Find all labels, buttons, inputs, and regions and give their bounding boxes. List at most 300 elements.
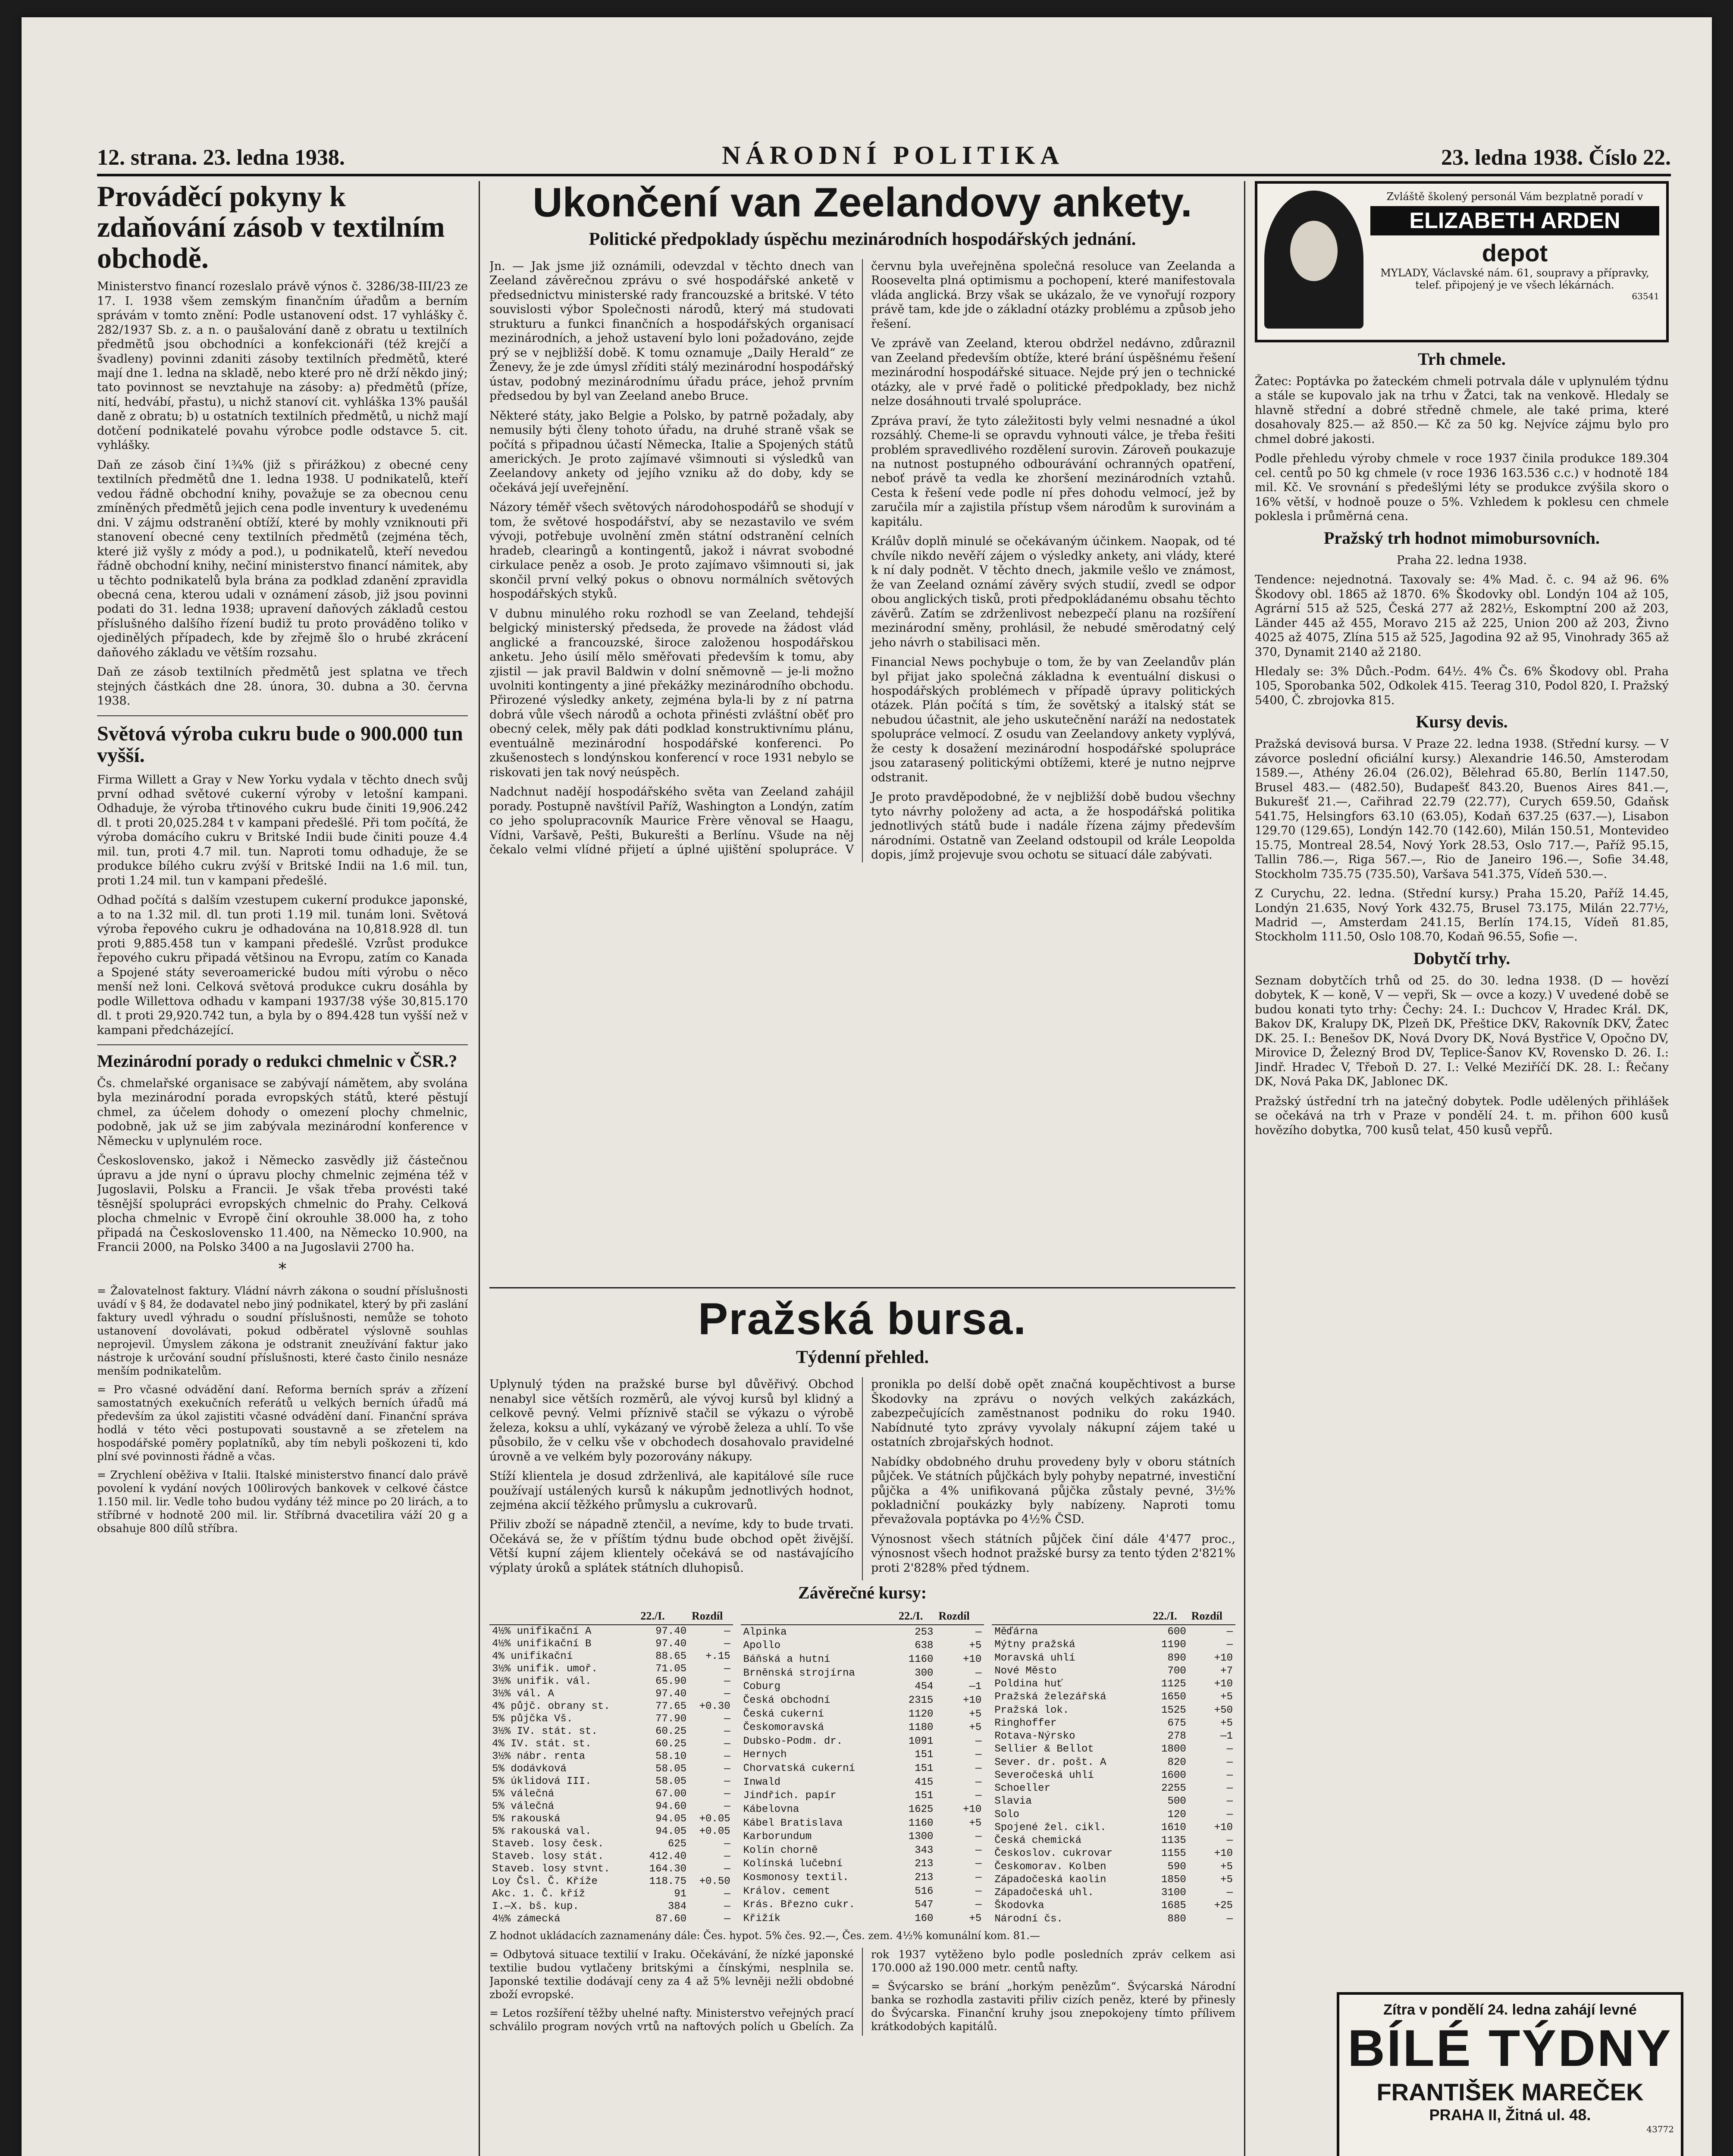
security-name: Severočeská uhlí (994, 1769, 1094, 1781)
table-row (992, 1691, 1235, 1704)
security-name: Křižík (743, 1912, 781, 1924)
quote-value: 151 (915, 1763, 934, 1775)
quote-change: +10 (1214, 1848, 1233, 1860)
quote-change: +50 (1214, 1704, 1233, 1716)
quote-change: — (1226, 1783, 1233, 1795)
quote-change: — (724, 1838, 730, 1850)
table-row (741, 1789, 984, 1803)
center-article-subtitle: Politické předpoklady úspěchu mezinárodních hospodářských jednání. (589, 229, 1136, 249)
quote-change: — (975, 1872, 982, 1884)
masthead-left: 12. strana. 23. ledna 1938. (97, 145, 345, 170)
bursa-title: Pražská bursa. (698, 1296, 1027, 1344)
col-head: 22./I. (638, 1608, 689, 1625)
quote-value: 1120 (908, 1708, 934, 1720)
article-paragraph: Pražská devisová bursa. V Praze 22. ledna 1938. (Střední kursy. — V závorce poslední oficiální kursy.) Alexandrie 146.50, Amsterodam 1589.—, Athény 26.04 (26.02), Bělehrad 65.80, Berlín 1147.50, Brusel 483.— (482.50), Budapešť 843.20, Buenos Aires 841.—, Bukurešť 21.—, Cařihrad 22.79 (22.77), Curych 659.50, Gdaňsk 541.75, Helsingfors 63.10 (63.05), Kodaň 637.25 (637.—), Lisabon 129.70 (129.65), Londýn 142.70 (142.60), Milán 150.51, Montevideo 15.75, Montreal 28.54, Nový York 28.53, Oslo 717.—, Paříž 95.15, Tallin 786.—, Riga 567.—, Rio de Janeiro 196.—, Sofie 34.48, Stockholm 735.75 (735.50), Varšava 541.375, Vídeň 530.—. (1255, 737, 1669, 881)
security-name: Škodovka (994, 1900, 1044, 1912)
table-row (741, 1912, 984, 1926)
article-paragraph: V dubnu minulého roku rozhodl se van Zeeland, tehdejší belgický ministerský předseda, že provede na žádost vlád anglické a francouzské, široce založenou hospodářskou anketu. Jeho úsilí mělo směřovati především k tomu, aby zjistil — jak pravil Baldwin v dolní sněmovně — je-li možno uvolniti kontingenty a jiné překážky mezinárodního obchodu. Přirozené výsledky ankety, zejména byla-li by z ní patrna dobrá vůle všech národů a ochota přinésti zvláštní oběť pro obecný celek, měly pak dáti podklad konstruktivnímu plánu, eventuálně mezinárodní hospodářské konferenci. Po zkušenostech s londýnskou konferencí v roce 1931 nebylo se riskovati jen tak nový neúspěch. (489, 607, 854, 779)
table-title: Závěrečné kursy: (798, 1583, 927, 1603)
quotes-table-shares-a (741, 1608, 984, 1925)
quote-change: — (1226, 1887, 1233, 1899)
bile-code: 43772 (1646, 2124, 1674, 2134)
quote-value: 77.90 (655, 1713, 687, 1725)
security-name: Staveb. losy stvnt. (492, 1863, 610, 1875)
table-row (992, 1821, 1235, 1834)
quote-value: 1091 (908, 1735, 934, 1747)
quote-value: 384 (668, 1901, 687, 1913)
security-name: 5% rakouská val. (492, 1826, 592, 1838)
security-name: Králov. cement (743, 1885, 830, 1897)
quote-change: — (724, 1638, 730, 1650)
table-row (992, 1664, 1235, 1677)
quote-value: 1850 (1161, 1874, 1186, 1886)
article-paragraph: Je proto pravděpodobné, že v nejbližší době budou všechny tyto návrhy položeny ad acta, a že hospodářská politika jednotlivých států bude i nadále řízena zájmy především národními. Ostatně van Zeeland odstoupil od krále Leopolda dopis, jímž projevuje svou ochotu se situací dále zabývati. (871, 790, 1235, 862)
newspaper-page (22, 17, 1712, 2156)
quote-value: 71.05 (655, 1663, 687, 1675)
security-name: Ringhoffer (994, 1717, 1057, 1729)
otc-market-date: Praha 22. ledna 1938. (1396, 553, 1527, 567)
right-column (1255, 181, 1669, 2156)
table-row (489, 1750, 733, 1763)
quote-change: — (724, 1863, 730, 1875)
quote-change: —1 (1220, 1730, 1233, 1742)
security-name: Sever. dr. pošt. A (994, 1756, 1106, 1768)
quote-value: 1190 (1161, 1639, 1186, 1651)
table-row (992, 1860, 1235, 1873)
quote-value: 1650 (1161, 1691, 1186, 1703)
quote-value: 60.25 (655, 1726, 687, 1738)
table-row (489, 1675, 733, 1688)
quote-change: +5 (1220, 1874, 1233, 1886)
article-paragraph: Financial News pochybuje o tom, že by van Zeelandův plán byl přijat jako společná základna k eventuální diskusi o hospodářských problémech v případě úpravy politických otázek. Plán počítá s tím, že sovětský a italský stát se nebudou účastnit, ale jeho uskutečnění naráží na nedostatek spolupráce velmocí. Z osudu van Zeelandovy ankety vyplývá, že cesty k dosažení mezinárodní hospodářské spolupráce jsou zatarasený politickými obtížemi, které je nutno nejprve odstranit. (871, 655, 1235, 784)
table-row (741, 1830, 984, 1844)
quotes-table-shares-b (992, 1608, 1235, 1925)
security-name: 3½% IV. stát. st. (492, 1726, 598, 1738)
security-name: Karborundum (743, 1831, 812, 1843)
quote-value: 94.60 (655, 1801, 687, 1813)
security-name: 3½% unifik. umoř. (492, 1663, 598, 1675)
quote-change: — (975, 1749, 982, 1761)
table-row (992, 1899, 1235, 1912)
table-row (992, 1704, 1235, 1717)
security-name: Hernych (743, 1749, 787, 1761)
arden-line1: Zvláště školený personál Vám bezplatně poradí v (1386, 191, 1643, 203)
security-name: Schoeller (994, 1783, 1050, 1795)
quote-value: 638 (915, 1640, 934, 1652)
fx-title: Kursy devis. (1416, 712, 1508, 732)
section-star: * (279, 1260, 286, 1278)
quote-value: 1160 (908, 1654, 934, 1666)
quote-change: — (975, 1831, 982, 1843)
quote-value: 625 (668, 1838, 687, 1850)
table-row (489, 1813, 733, 1825)
quotes-table-bonds (489, 1608, 733, 1925)
quote-change: — (1226, 1769, 1233, 1781)
quote-value: 77.65 (655, 1701, 687, 1713)
article-paragraph: Nadchnut nadějí hospodářského světa van Zeeland zahájil porady. Postupně navštívil Paříž, Washington a Londýn, zatím co jeho spolupracovník Maurice Frère věnoval se Haagu, Vídni, Varšavě, Pešti, Bukurešti a Berlínu. Všude na něj čekalo velmi vlídné přijetí a úplné ujištění spolupráce. V červnu byla uveřejněna společná resoluce van Zeelanda a Rooseveltа plná optimismu a pochopení, které manifestovala vláda anglická. Brzy však se ukázalo, že ve vynořují rozpory právě tam, kde jde o základní otázky problému a způsob jeho řešení. (489, 259, 1235, 857)
table-row (992, 1834, 1235, 1847)
quote-change: +10 (1214, 1678, 1233, 1690)
quote-value: 120 (1167, 1808, 1186, 1821)
quote-change: +5 (969, 1722, 982, 1734)
security-name: 5% válečná (492, 1788, 555, 1800)
arden-code: 63541 (1632, 291, 1659, 301)
table-row (489, 1775, 733, 1788)
article-paragraph: Výnosnost všech státních půjček činí dále 4'477 proc., výnosnost všech hodnot pražské bursy za tento týden 2'821% proti 2'828% před týdnem. (871, 1532, 1235, 1575)
article-paragraph: pronikla po delší době opět značná koupěchtivost a burse Škodovky na zprávu o nových velkých zakázkách, zabezpečujících zaměstnanost podniku do roku 1940. Nabídnuté tyto zprávy vyvolaly nákupní zájem také u ostatních zbrojařských hodnot. (871, 1378, 1235, 1449)
security-name: Spojené žel. cikl. (994, 1821, 1106, 1833)
quote-value: 278 (1167, 1730, 1186, 1742)
quote-change: — (975, 1899, 982, 1911)
quote-change: — (975, 1885, 982, 1897)
table-row (992, 1769, 1235, 1782)
quote-value: 1160 (908, 1817, 934, 1829)
security-name: Národní čs. (994, 1913, 1063, 1925)
security-name: Akc. 1. Č. kříž (492, 1888, 586, 1900)
table-row (489, 1650, 733, 1663)
masthead-right: 23. ledna 1938. Číslo 22. (1441, 145, 1671, 170)
quote-value: 700 (1167, 1665, 1186, 1677)
table-row (741, 1775, 984, 1789)
arden-ad (1255, 181, 1669, 342)
security-name: 4% IV. stát. st. (492, 1738, 592, 1750)
table-row (489, 1725, 733, 1738)
article-paragraph: Uplynulý týden na pražské burse byl důvěřivý. Obchod nenabyl sice větších rozměrů, ale vývoj kursů byl klidný a celkově pevný. Velmi příznivě stačil se výkazu o výrobě železa, koksu a uhlí, vykázaný ve výrobě železa a uhlí. To vše působilo, že v celku vše v obchodech dosahovalo pravidelné úrovně a ve velkém byly pozorovány nákupy. (489, 1378, 854, 1463)
security-name: Alpinka (743, 1626, 787, 1638)
table-row (992, 1886, 1235, 1899)
quote-change: — (724, 1801, 730, 1813)
table-row (489, 1850, 733, 1863)
quote-value: 1800 (1161, 1743, 1186, 1755)
security-name: Západočeská uhl. (994, 1887, 1094, 1899)
article-paragraph: Ve zprávě van Zeeland, kterou obdržel nedávno, zdůraznil van Zeeland především obtíže, které brání úspěšnému řešení mezinárodní hospodářské situace. Nejde prý jen o technické otázky, ale v prvé řadě o politické předpoklady, bez nichž nelze dosáhnouti trvalé spolupráce. (871, 337, 1235, 408)
col-head: 22./I. (896, 1608, 936, 1625)
quote-value: 547 (915, 1899, 934, 1911)
security-name: 5% dodávková (492, 1763, 567, 1775)
article-paragraph: Podle přehledu výroby chmele v roce 1937 činila produkce 189.304 cel. centů po 50 kg chmele (v roce 1936 163.536 c.c.) v hodnotě 184 mil. Kč. Ve srovnání s předešlými léty se produkce zvýšila skoro o 16% větší, v hodnoě pouze o 5%. Vzhledem k poklesu cen chmele poklesla i průměrná cena. (1255, 452, 1669, 523)
quote-value: 60.25 (655, 1738, 687, 1750)
table-row (992, 1782, 1235, 1795)
table-row (741, 1748, 984, 1762)
otc-market-title: Pražský trh hodnot mimobursovních. (1323, 528, 1600, 548)
security-name: Inwald (743, 1776, 781, 1788)
quote-change: — (1226, 1808, 1233, 1821)
quote-change: +5 (969, 1640, 982, 1652)
article-paragraph: Tendence: nejednotná. Taxovaly se: 4% Mad. č. c. 94 až 96. 6% Škodovy obl. 1865 až 1870. 6% Škodovky obl. Londýn 104 až 105, Agrární 515 až 525, Česká 277 až 282½, Eskomptní 200 až 203, Länder 445 až 455, Moravo 215 až 225, Union 200 až 203, Živno 4025 až 4075, Zlína 515 až 525, Jagodina 92 až 95, Vinohrady 365 až 370, Dynamit 2140 až 2180. (1255, 573, 1669, 659)
quote-change: — (724, 1913, 730, 1925)
masthead (97, 123, 1671, 176)
article-paragraph: Ministerstvo financí rozeslalo právě výnos č. 3286/38-III/23 ze 17. I. 1938 všem zemským finančním úřadům a berním správám v tomto znění: Podle ustanovení odst. 17 vyhlášky č. 282/1937 Sb. z. a n. o paušalování daně z obratu u textilních předmětů jsou obchodníci a konfekcionáři (též krejčí a švadleny) povinni zdaniti zásoby textilních předmětů, které mají dne 1. ledna na skladě, nebo které pro ně drží někdo jiný; tato povinnost se nevztahuje na zásoby: a) předmětů (příze, nití, hedvábí, přastu), u nichž stanoví cit. vyhláška 13% paušál daně z obratu; b) u ostatních textilních předmětů, u nichž mají dotčení podnikatelé povahu výrobce podle odstavce 5. cit. vyhlášky. (97, 280, 468, 452)
news-item: = Zrychlení oběživa v Italii. Italské ministerstvo financí dalo právě povolení k vydání nových 100lirových bankovek v celkové částce 1.150 mil. lir. Vedle toho budou vydány též mince po 20 lirách, a to stříbrné v hodnotě 200 mil. lir. Stříbrná dvacetilira váží 20 g a obsahuje 800 dílů stříbra. (97, 1469, 468, 1535)
article-paragraph: Daň ze zásob textilních předmětů jest splatna ve třech stejných částkách dne 28. února, 30. dubna a 30. června 1938. (97, 665, 468, 708)
quote-value: 675 (1167, 1717, 1186, 1729)
quote-value: 1300 (908, 1831, 934, 1843)
article-title-tax: Prováděcí pokyny k zdaňování zásob v textilním obchodě. (97, 181, 445, 274)
bursa-body (489, 1377, 1235, 1580)
quote-change: — (724, 1726, 730, 1738)
quote-change: — (975, 1626, 982, 1638)
security-name: Kosmonosy textil. (743, 1872, 849, 1884)
quote-value: 1610 (1161, 1821, 1186, 1833)
quote-value: 151 (915, 1749, 934, 1761)
quote-value: 880 (1167, 1913, 1186, 1925)
masthead-title: NÁRODNÍ POLITIKA (722, 141, 1064, 169)
table-row (489, 1688, 733, 1700)
table-row (489, 1888, 733, 1900)
cattle-title: Dobytčí trhy. (1413, 948, 1510, 968)
security-name: Moravská uhlí (994, 1652, 1075, 1664)
quote-value: 300 (915, 1667, 934, 1679)
quote-value: 97.40 (655, 1688, 687, 1700)
table-row (992, 1717, 1235, 1730)
article-paragraph: Odhad počítá s dalším vzestupem cukerní produkce japonské, a to na 1.32 mil. dl. tun proti 1.19 mil. tunám loni. Světová výroba řepového cukru je odhadována na 10,818.928 dl. tun proti 9,885.458 tun v kampani předešlé. Vzrůst produkce řepového cukru připadá většinou na Evropu, zatím co Kanada a Spojené státy severoamerické budou míti výrobu o něco menší než loni. Celková světová produkce cukru dosáhla by podle Willettova odhadu v kampani 1937/38 výše 30,815.170 dl. t proti 29,920.742 tun, a byla by o 894.428 tun vyšší než v kampani předcházející. (97, 893, 468, 1037)
security-name: Mýtny pražská (994, 1639, 1075, 1651)
table-row (741, 1694, 984, 1708)
quote-change: — (1226, 1626, 1233, 1638)
quote-value: 1155 (1161, 1848, 1186, 1860)
quote-value: 890 (1167, 1652, 1186, 1664)
security-name: Kolínská lučební (743, 1858, 843, 1870)
quote-value: 454 (915, 1681, 934, 1693)
bursa-news (489, 1948, 1235, 2036)
quote-change: — (724, 1851, 730, 1863)
table-row (741, 1639, 984, 1653)
article-paragraph: Přiliv zboží se nápadně ztenčil, a nevíme, kdy to bude trvati. Očekává se, že v příštím týdnu bude obchod opět živější. Větší kupní zájem klientely očekává se od nastávajícího výplaty úroků a splátek státních dluhopisů. (489, 1518, 854, 1575)
security-name: Kábelovna (743, 1803, 799, 1815)
article-paragraph: Daň ze zásob činí 1¾% (již s přirážkou) z obecné ceny textilních předmětů dne 1. ledna 1938. U podnikatelů, kteří vedou řádně obchodní knihy, považuje se za obecnou cenu zmíněných předmětů jejich cena podle inventury k uvedenému dni. V zájmu odstranění obtíží, které by mohly vzniknouti při stanovení obecné ceny textilních předmětů (zejména těch, které již vyšly z módy a pod.), u podnikatelů, kteří nevedou řádně obchodní knihy, nečiní ministerstvo financí námitek, aby u těchto podnikatelů byla brána za podklad zdanění zpravidla obecná cena, kterou udali v oznámení zásob, již jsou povinni podati do 31. ledna 1938; upravení daňových základů cestou příslušného dalšího řízení budiž tu proto prováděno toliko v ojedinělých případech, kde by zřejmě šlo o hrubé zkrácení daňového základu ve větším rozsahu. (97, 458, 468, 659)
security-name: Česká obchodní (743, 1694, 830, 1706)
table-row (489, 1863, 733, 1875)
col-head (741, 1608, 896, 1625)
quote-change: +5 (969, 1912, 982, 1924)
quote-change: +5 (969, 1817, 982, 1829)
quote-change: — (975, 1790, 982, 1802)
quote-value: 58.05 (655, 1776, 687, 1788)
quote-value: 2255 (1161, 1783, 1186, 1795)
quote-value: 2315 (908, 1694, 934, 1706)
quote-change: — (975, 1858, 982, 1870)
quote-change: — (724, 1901, 730, 1913)
arden-ad-text (1370, 191, 1659, 333)
table-row (489, 1663, 733, 1675)
article-title-sugar: Světová výroba cukru bude o 900.000 tun vyšší. (97, 722, 463, 767)
table-row (992, 1730, 1235, 1742)
quote-value: 1685 (1161, 1900, 1186, 1912)
article-paragraph: Stíží klientela je dosud zdrženlivá, ale kapitálové síle ruce používají ustálených kursů k nákupům jednotlivých hodnot, zejména akcií těžkého průmyslu a cukrovarů. (489, 1470, 854, 1512)
table-row (741, 1898, 984, 1912)
quote-change: — (1226, 1756, 1233, 1768)
bursa-section (489, 1296, 1235, 2156)
news-item: = Odbytová situace textilií v Iraku. Očekávání, že nízké japonské textilie budou vytlačeny britskými a čínskými, nesplnila se. Japonské textilie dodávají ceny za 4 až 5% levněji nežli obdobné zboží evropské. (489, 1948, 854, 2001)
table-row (741, 1762, 984, 1776)
quote-change: +5 (1220, 1691, 1233, 1703)
table-row (489, 1763, 733, 1775)
security-name: Kábel Bratislava (743, 1817, 843, 1829)
quote-change: — (724, 1676, 730, 1688)
article-paragraph: Čs. chmelařské organisace se zabývají námětem, aby svolána byla mezinárodní porada evropských států, které pěstují chmel, za účelem dohody o omezení plochy chmelnic, podobně, jak už se jim zabývala mezinárodní konference v Německu v uplynulém roce. (97, 1076, 468, 1148)
quote-value: 160 (915, 1912, 934, 1924)
quote-value: 3100 (1161, 1887, 1186, 1899)
security-name: Pražská železářská (994, 1691, 1106, 1703)
quote-change: — (1226, 1639, 1233, 1651)
security-name: Báňská a hutní (743, 1654, 830, 1666)
article-paragraph: Z Curychu, 22. ledna. (Střední kursy.) Praha 15.20, Paříž 14.45, Londýn 21.635, Nový York 432.75, Brusel 73.175, Milán 22.77½, Madrid —, Amsterdam 241.15, Berlín 174.15, Vídeň 81.85, Stockholm 111.50, Oslo 108.70, Kodaň 96.55, Sofie —. (1255, 887, 1669, 944)
security-name: Západočeská kaolin (994, 1874, 1106, 1886)
quote-change: +0.50 (699, 1876, 730, 1888)
security-name: Kolín chorně (743, 1844, 818, 1856)
arden-brand: ELIZABETH ARDEN (1370, 206, 1659, 235)
security-name: Solo (994, 1808, 1019, 1821)
table-row (489, 1800, 733, 1813)
center-article-body (489, 259, 1235, 862)
quote-change: — (724, 1663, 730, 1675)
table-row (741, 1816, 984, 1830)
security-name: 4½% zámecká (492, 1913, 561, 1925)
quote-change: — (975, 1667, 982, 1679)
table-row (992, 1847, 1235, 1860)
article-paragraph: Některé státy, jako Belgie a Polsko, by patrně požadaly, aby nemusily býti členy tohoto úřadu, na druhé straně však se počítá s připadnou účastí Německa, Italie a Spojených států amerických. Je proto zajímavé všimnouti si výsledků van Zeelandovy ankety od jejího vzniku až do doby, kdy se očekává její uveřejnění. (489, 409, 854, 495)
table-row (489, 1638, 733, 1650)
security-name: Českomorav. Kolben (994, 1861, 1106, 1873)
security-name: Měďárna (994, 1626, 1038, 1638)
quote-value: 213 (915, 1872, 934, 1884)
quote-value: 97.40 (655, 1626, 687, 1638)
quote-value: 97.40 (655, 1638, 687, 1650)
arden-line2: MYLADY, Václavské nám. 61, soupravy a přípravky, telef. připojený je ve všech lékárnách. (1380, 267, 1649, 291)
security-name: Dubsko-Podm. dr. (743, 1735, 843, 1747)
quote-change: +5 (1220, 1861, 1233, 1873)
portrait-face-shape (1290, 221, 1338, 281)
left-column (97, 181, 468, 2156)
security-name: 3½% nábr. renta (492, 1751, 586, 1763)
quote-change: +5 (1220, 1717, 1233, 1729)
quote-change: — (724, 1713, 730, 1725)
security-name: Krás. Březno cukr. (743, 1899, 855, 1911)
hops-market-title: Trh chmele. (1418, 349, 1506, 369)
table-row (741, 1857, 984, 1871)
quote-change: +.15 (705, 1651, 730, 1663)
table-row (489, 1625, 733, 1638)
security-name: Českoslov. cukrovar (994, 1848, 1113, 1860)
col-head: Rozdíl (689, 1608, 733, 1625)
quote-value: 58.05 (655, 1763, 687, 1775)
quote-change: — (724, 1776, 730, 1788)
quote-change: +10 (963, 1654, 982, 1666)
article-paragraph: Názory téměř všech světových národohospodářů se shodují v tom, že světové hospodářství, aby se nezastavilo ve svém vývoji, potřebuje uvolnění změn státní odstranění celních hradeb, clearingů a kontingentů, jakož i návrat svobodné cirkulace peněz a osob. Je proto zajímavo všimnouti si, jak skončil první velký pokus o obnovu normálních světových hospodářských styků. (489, 501, 854, 601)
quote-value: 67.00 (655, 1788, 687, 1800)
table-row (992, 1743, 1235, 1756)
quote-value: 1525 (1161, 1704, 1186, 1716)
table-row (741, 1721, 984, 1735)
security-name: Sellier & Bellot (994, 1743, 1094, 1755)
quote-change: +10 (1214, 1821, 1233, 1833)
col-head: Rozdíl (936, 1608, 984, 1625)
quote-change: +0.05 (699, 1813, 730, 1825)
security-name: 5% úklidová III. (492, 1776, 592, 1788)
divider (97, 1044, 468, 1045)
security-name: 5% rakouská (492, 1813, 561, 1825)
security-name: Nové Město (994, 1665, 1057, 1677)
quote-value: 118.75 (649, 1876, 687, 1888)
quote-change: — (724, 1888, 730, 1900)
quote-change: +10 (1214, 1652, 1233, 1664)
quote-change: — (975, 1844, 982, 1856)
security-name: 3½% unifik. vál. (492, 1676, 592, 1688)
quote-value: 820 (1167, 1756, 1186, 1768)
bile-line1: Zítra v pondělí 24. ledna zahájí levné (1383, 2002, 1637, 2018)
table-row (489, 1713, 733, 1725)
table-row (741, 1680, 984, 1694)
column-rule (1244, 181, 1245, 2156)
article-paragraph: Československo, jakož i Německo zasvědly již částečnou úpravu a jde nyní o úpravu plochy chmelnic zejména též v Jugoslavii, Polsku a Francii. Je však třeba provésti také těsnější spolupráci evropských chmelnic do Prahy. Celková plocha chmelnic v Evropě činí okrouhle 38.000 ha, z toho připadá na Československo 11.400, na Německo 10.900, na Francii 2000, na Polsko 3400 a na Jugoslavii 2700 ha. (97, 1154, 468, 1254)
quote-value: 94.05 (655, 1813, 687, 1825)
quote-change: — (975, 1763, 982, 1775)
col-head (992, 1608, 1150, 1625)
security-name: Staveb. losy česk. (492, 1838, 604, 1850)
col-head: Rozdíl (1189, 1608, 1235, 1625)
security-name: 3½% vál. A (492, 1688, 555, 1700)
quote-value: 415 (915, 1776, 934, 1788)
quote-change: +5 (969, 1708, 982, 1720)
security-name: 5% válečná (492, 1801, 555, 1813)
quote-change: +0.30 (699, 1701, 730, 1713)
bile-name: FRANTIŠEK MAREČEK (1376, 2078, 1644, 2106)
article-paragraph: Nabídky obdobného druhu provedeny byly v oboru státních půjček. Ve státních půjčkách byly pohyby nepatrné, investiční půjčka a 4% unifikovaná půjčka zůstaly pevné, 3½% pokladniční poukázky byly nabízeny. Naproti tomu převažovala poptávka po 4½% ČSD. (871, 1455, 1235, 1526)
col-head (489, 1608, 638, 1625)
quote-value: 1135 (1161, 1835, 1186, 1847)
quote-change: — (724, 1688, 730, 1700)
security-name: Poldina huť (994, 1678, 1063, 1690)
table-row (741, 1871, 984, 1885)
quote-change: — (1226, 1913, 1233, 1925)
quote-value: 600 (1167, 1626, 1186, 1638)
table-row (992, 1639, 1235, 1651)
security-name: Česká cukerní (743, 1708, 824, 1720)
news-item: = Pro včasné odvádění daní. Reforma berních správ a zřízení samostatných exekučních referátů u velkých berních úřadů má především za úkol zajistiti včasné odvádění daní. Finanční správa hodlá v této věci postupovati soustavně a se zřetelem na hospodářské poměry poplatníků, aby tím nebyli poškozeni ti, kdo plní své povinnosti řádně a včas. (97, 1383, 468, 1463)
quote-change: +10 (963, 1694, 982, 1706)
quote-value: 1600 (1161, 1769, 1186, 1781)
quote-change: — (724, 1788, 730, 1800)
table-row (741, 1734, 984, 1748)
table-row (741, 1843, 984, 1857)
quote-change: — (1226, 1743, 1233, 1755)
quote-change: — (724, 1751, 730, 1763)
article-paragraph: Firma Willett a Gray v New Yorku vydala v těchto dnech svůj první odhad světové cukerní výroby v letošní kampani. Odhaduje, že výroba třtinového cukru bude činiti 19,906.242 dl. t proti 20,025.284 t v kampani předešlé. Při tom počítá, že výroba domácího cukru v Britské Indii bude činiti pouze 4.4 mil. tun, proti 4.7 mil. tun. Naproti tomu odhaduje, že se produkce bílého cukru zvýší v Britské Indii na 1.6 mil. tun, proti 1.24 mil. tun v kampani předešlé. (97, 773, 468, 887)
quote-value: 516 (915, 1885, 934, 1897)
security-name: 4% unifikační (492, 1651, 573, 1663)
article-paragraph: Hledaly se: 3% Důch.-Podm. 64½. 4% Čs. 6% Škodovy obl. Praha 105, Sporobanka 502, Odkolek 415. Teerag 310, Podol 820, I. Pražský 5400, Č. zbrojovka 815. (1255, 664, 1669, 707)
quote-change: — (724, 1763, 730, 1775)
quote-change: — (975, 1735, 982, 1747)
security-name: Brněnská strojírna (743, 1667, 855, 1679)
security-name: I.—X. bš. kup. (492, 1901, 579, 1913)
quote-change: — (1226, 1835, 1233, 1847)
table-row (992, 1912, 1235, 1925)
table-row (741, 1625, 984, 1639)
table-row (992, 1677, 1235, 1690)
table-row (489, 1913, 733, 1925)
security-name: Česká chemická (994, 1835, 1081, 1847)
article-paragraph: Králův doplň minulé se očekávaným účinkem. Naopak, od té chvíle nikdo nevěří zájem o výsledky ankety, ani vlády, které k ní daly podnět. V těchto dnech, jakmile vešlo ve známost, že van Zeeland oznámí závěry svých studií, zvedl se odpor obou anglických tisků, proti předpokládanému obsahu těchto závěrů. Zatím se zdrženlivost nebezpečí planu na rozšíření mezinárodní směny, prohlásil, že nebudé směrodatný celý jeho návrh o stabilisaci měn. (871, 535, 1235, 649)
quote-change: — (724, 1738, 730, 1750)
quote-value: 91 (674, 1888, 687, 1900)
table-row (741, 1803, 984, 1817)
quote-value: 88.65 (655, 1651, 687, 1663)
quote-value: 94.05 (655, 1826, 687, 1838)
col-head: 22./I. (1150, 1608, 1188, 1625)
article-paragraph: Žatec: Poptávka po žateckém chmeli potrvala dále v uplynulém týdnu a stále se kupovalo jak na trhu v Žatci, tak na venkově. Hledaly se hlavně střední a dobré středně chmele, ale také prima, které dosahovaly 825.— až 850.— Kč za 50 kg. Nejvíce zájmu bylo pro chmel dobré jakosti. (1255, 375, 1669, 446)
table-row (489, 1875, 733, 1888)
